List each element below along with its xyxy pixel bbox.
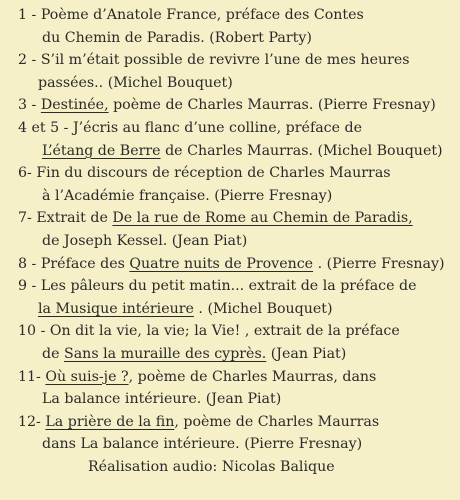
track-entry: [0, 94, 460, 117]
entry-line: [0, 207, 460, 230]
entry-line: [0, 366, 460, 389]
entry-continuation-line: [0, 298, 460, 321]
entry-continuation-line: [0, 230, 460, 253]
entry-text: de: [42, 345, 64, 362]
entry-line: [0, 253, 460, 276]
entry-continuation-line: [0, 388, 460, 411]
entry-continuation-line: [0, 185, 460, 208]
entry-continuation-line: [0, 343, 460, 366]
entry-text: . (Pierre Fresnay): [313, 255, 445, 272]
entry-line: [0, 320, 460, 343]
work-title: la Musique intérieure: [38, 300, 194, 317]
work-title: L’étang de Berre: [42, 142, 161, 159]
entry-text: 10 - On dit la vie, la vie; la Vie! , extrait de la préface: [18, 323, 400, 340]
entry-text: , poème de Charles Maurras: [174, 413, 380, 430]
entry-text: 2 - S’il m’était possible de revivre l’une de mes heures: [18, 52, 410, 69]
entry-text: 7- Extrait de: [18, 210, 113, 227]
track-entry: [0, 320, 460, 365]
entry-text: 12-: [18, 413, 46, 430]
entry-line: [0, 94, 460, 117]
entry-text: de Charles Maurras. (Michel Bouquet): [160, 142, 443, 159]
entry-continuation-line: [0, 72, 460, 95]
track-entry: [0, 253, 460, 276]
track-entry: [0, 411, 460, 456]
entry-text: 3 -: [18, 97, 41, 114]
entry-text: dans La balance intérieure. (Pierre Fresnay): [42, 436, 363, 453]
entry-line: [0, 411, 460, 434]
track-entry: [0, 207, 460, 252]
entry-text: 1 - Poème d’Anatole France, préface des Contes: [18, 7, 364, 23]
entry-text: poème de Charles Maurras. (Pierre Fresnay): [108, 97, 436, 114]
work-title: De la rue de Rome au Chemin de Paradis,: [112, 210, 413, 227]
entry-text: 11-: [18, 368, 46, 385]
entry-line: [0, 117, 460, 140]
entry-text: 6- Fin du discours de réception de Charles Maurras: [18, 165, 391, 182]
entry-text: La balance intérieure. (Jean Piat): [42, 391, 282, 408]
entry-continuation-line: [0, 27, 460, 50]
entry-text: de Joseph Kessel. (Jean Piat): [42, 232, 248, 249]
work-title: Destinée,: [40, 97, 109, 114]
entry-line: [0, 4, 460, 27]
entry-text: (Jean Piat): [266, 345, 347, 362]
entry-text: à l’Académie française. (Pierre Fresnay): [42, 187, 333, 204]
work-title: Sans la muraille des cyprès.: [64, 345, 267, 362]
track-entry: [0, 117, 460, 162]
entry-text: , poème de Charles Maurras, dans: [128, 368, 377, 385]
entry-text: 9 - Les pâleurs du petit matin... extrait de la préface de: [18, 278, 417, 295]
track-list: [0, 4, 460, 456]
track-entry: [0, 366, 460, 411]
entry-line: [0, 49, 460, 72]
track-entry: [0, 275, 460, 320]
work-title: Quatre nuits de Provence: [129, 255, 314, 272]
entry-line: [0, 162, 460, 185]
audio-credit: Réalisation audio: Nicolas Balique: [88, 458, 335, 475]
entry-continuation-line: [0, 433, 460, 456]
entry-line: [0, 275, 460, 298]
work-title: Où suis-je ?: [45, 368, 129, 385]
entry-text: 4 et 5 - J’écris au flanc d’une colline, préface de: [18, 119, 362, 136]
track-entry: [0, 4, 460, 49]
entry-text: 8 - Préface des: [18, 255, 130, 272]
entry-text: du Chemin de Paradis. (Robert Party): [42, 29, 312, 46]
entry-text: passées.. (Michel Bouquet): [38, 74, 233, 91]
track-entry: [0, 49, 460, 94]
entry-continuation-line: [0, 140, 460, 163]
work-title: La prière de la fin: [45, 413, 175, 430]
track-entry: [0, 162, 460, 207]
entry-text: . (Michel Bouquet): [193, 300, 333, 317]
